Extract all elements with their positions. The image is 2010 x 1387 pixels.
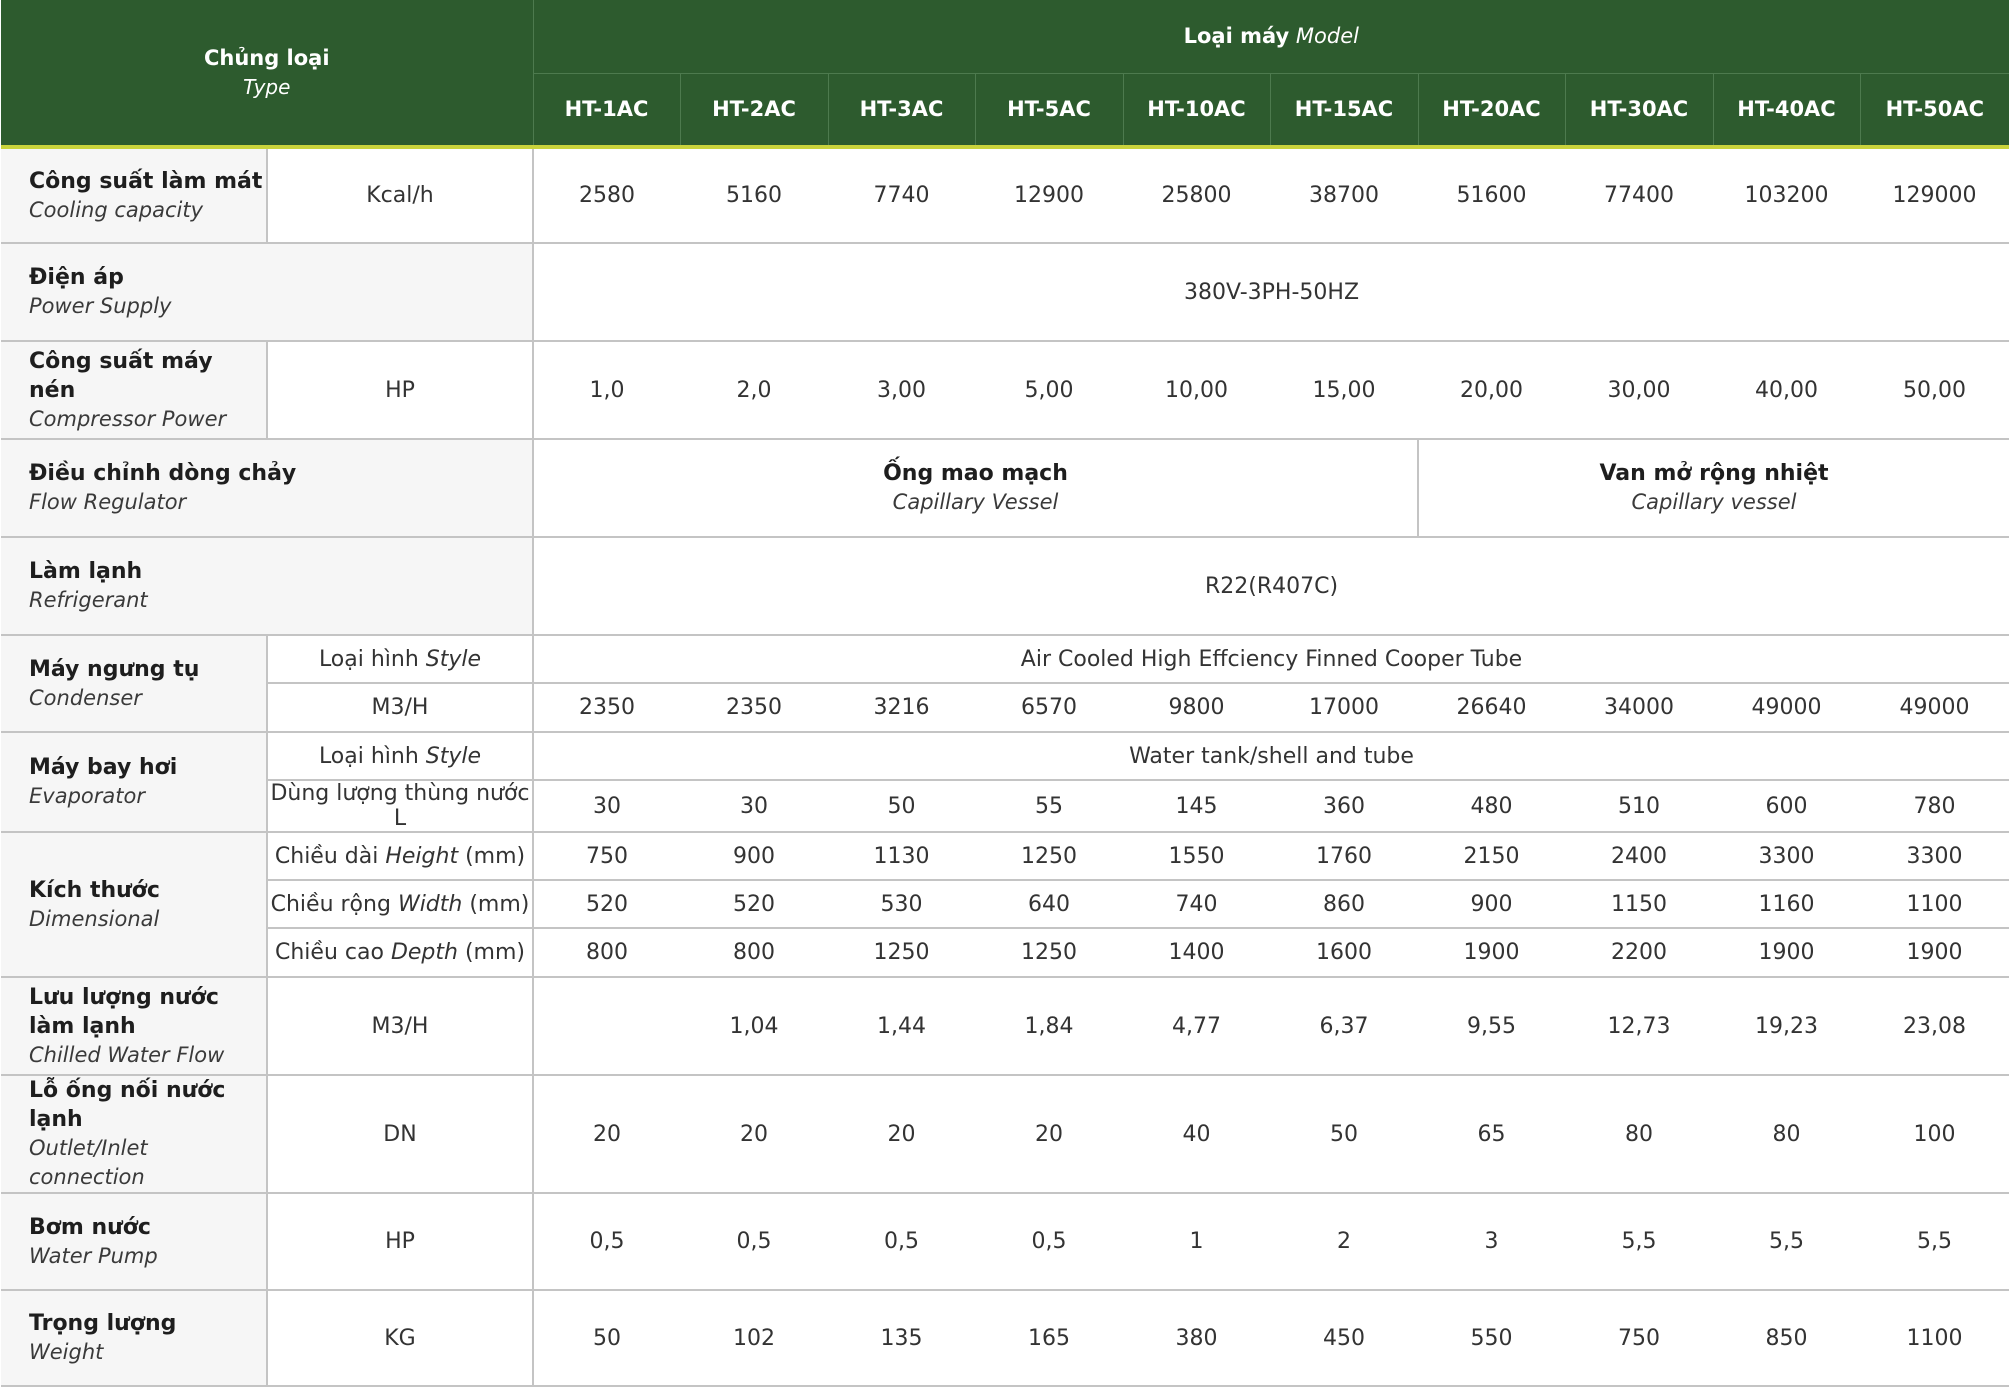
value-cell: 1130 — [828, 832, 975, 880]
value-cell: 550 — [1418, 1290, 1565, 1386]
label-vi: Máy ngưng tụ — [29, 656, 200, 682]
value-cell: 50,00 — [1860, 341, 2009, 439]
unit-cell: HP — [267, 1193, 533, 1290]
value-cell: 1600 — [1270, 928, 1418, 977]
value-cell: 640 — [975, 880, 1123, 928]
row-label — [1, 243, 533, 341]
unit-cell — [267, 732, 533, 780]
model-col-header: HT-30AC — [1565, 73, 1713, 145]
value-cell: 0,5 — [828, 1193, 975, 1290]
value-cell: 102 — [680, 1290, 828, 1386]
value-cell: 15,00 — [1270, 341, 1418, 439]
value-cell: 30,00 — [1565, 341, 1713, 439]
value-cell: 9,55 — [1418, 977, 1565, 1075]
value-cell: 129000 — [1860, 147, 2009, 243]
type-header-en: Type — [243, 74, 291, 99]
unit-cell: Kcal/h — [267, 147, 533, 243]
label-vi: Công suất làm mát — [29, 168, 263, 194]
spec-table — [1, 0, 2009, 145]
value-cell: 1250 — [828, 928, 975, 977]
value-cell: 1,84 — [975, 977, 1123, 1075]
model-col-header: HT-10AC — [1123, 73, 1270, 145]
flow-left-en: Capillary Vessel — [892, 490, 1059, 514]
value-cell: 12,73 — [1565, 977, 1713, 1075]
unit-vi: Loại hình — [318, 646, 419, 672]
row-flow-regulator — [1, 439, 2009, 537]
label-en: Power Supply — [29, 294, 172, 318]
value-cell: 34000 — [1565, 683, 1713, 732]
value-cell: 2350 — [680, 683, 828, 732]
label-vi: Bơm nước — [29, 1214, 151, 1240]
row-label — [1, 147, 267, 243]
unit-vi: Chiều cao — [275, 940, 384, 965]
value-cell-span: Air Cooled High Effciency Finned Cooper Tube — [533, 635, 2009, 683]
value-cell: 1900 — [1860, 928, 2009, 977]
row-cooling-capacity — [1, 147, 2009, 243]
model-header — [533, 0, 2009, 73]
row-power-supply — [1, 243, 2009, 341]
row-label — [1, 1193, 267, 1290]
value-cell: 1400 — [1123, 928, 1270, 977]
model-header-vi: Loại máy — [1183, 24, 1290, 49]
value-cell: 0,5 — [533, 1193, 680, 1290]
value-cell: 80 — [1565, 1075, 1713, 1193]
unit-en: Width — [397, 891, 463, 917]
value-cell: 5160 — [680, 147, 828, 243]
unit-en: Height — [385, 843, 459, 869]
value-cell: 10,00 — [1123, 341, 1270, 439]
model-col-header: HT-3AC — [828, 73, 975, 145]
value-cell: 20 — [533, 1075, 680, 1193]
value-cell: 3300 — [1713, 832, 1860, 880]
value-cell — [533, 977, 680, 1075]
row-label — [1, 977, 267, 1075]
label-en: Chilled Water Flow — [29, 1042, 225, 1067]
row-label — [1, 537, 533, 635]
value-cell: 3216 — [828, 683, 975, 732]
value-cell: 1,0 — [533, 341, 680, 439]
unit-cell — [267, 880, 533, 928]
row-weight — [1, 1290, 2009, 1386]
unit-mm: (mm) — [469, 891, 530, 917]
value-cell: 860 — [1270, 880, 1418, 928]
unit-en: Style — [425, 743, 482, 769]
unit-vi: Chiều dài — [274, 843, 379, 869]
value-cell: 2400 — [1565, 832, 1713, 880]
value-cell: 1900 — [1418, 928, 1565, 977]
value-cell: 7740 — [828, 147, 975, 243]
value-cell: 0,5 — [680, 1193, 828, 1290]
value-cell: 135 — [828, 1290, 975, 1386]
value-cell: 1250 — [975, 928, 1123, 977]
value-cell: 5,5 — [1713, 1193, 1860, 1290]
type-header-vi: Chủng loại — [203, 45, 330, 70]
value-cell: 20 — [680, 1075, 828, 1193]
label-en: Flow Regulator — [29, 490, 187, 514]
unit-cell — [267, 928, 533, 977]
value-cell: 380 — [1123, 1290, 1270, 1386]
row-label — [1, 439, 533, 537]
row-dimension-width — [1, 880, 2009, 928]
row-label — [1, 341, 267, 439]
value-cell: 50 — [828, 780, 975, 832]
model-col-header: HT-2AC — [680, 73, 828, 145]
label-en: Weight — [29, 1340, 104, 1364]
label-vi: Điện áp — [29, 265, 124, 290]
unit-cell: KG — [267, 1290, 533, 1386]
flow-left-vi: Ống mao mạch — [883, 461, 1068, 486]
label-en: Refrigerant — [29, 588, 148, 612]
value-cell: 2350 — [533, 683, 680, 732]
unit-cell: HP — [267, 341, 533, 439]
value-cell: 6570 — [975, 683, 1123, 732]
label-vi: Lưu lượng nước làm lạnh — [29, 984, 219, 1039]
value-cell: 19,23 — [1713, 977, 1860, 1075]
value-cell: 5,5 — [1565, 1193, 1713, 1290]
value-cell: 1100 — [1860, 1290, 2009, 1386]
row-dimension-height — [1, 832, 2009, 880]
unit-vi: Chiều rộng — [270, 891, 391, 917]
value-cell: 1160 — [1713, 880, 1860, 928]
value-cell: 0,5 — [975, 1193, 1123, 1290]
value-cell: 600 — [1713, 780, 1860, 832]
row-compressor-power — [1, 341, 2009, 439]
row-evaporator-style — [1, 732, 2009, 780]
label-en: Condenser — [29, 685, 142, 710]
value-cell: 17000 — [1270, 683, 1418, 732]
value-cell: 530 — [828, 880, 975, 928]
value-cell: 51600 — [1418, 147, 1565, 243]
header-row-top — [1, 0, 2009, 73]
row-connection — [1, 1075, 2009, 1193]
row-dimension-depth — [1, 928, 2009, 977]
value-cell: 30 — [533, 780, 680, 832]
label-vi: Máy bay hơi — [29, 755, 178, 780]
value-cell: 2,0 — [680, 341, 828, 439]
model-col-header: HT-5AC — [975, 73, 1123, 145]
value-cell: 38700 — [1270, 147, 1418, 243]
value-cell: 25800 — [1123, 147, 1270, 243]
value-cell: 510 — [1565, 780, 1713, 832]
value-cell-span: 380V-3PH-50HZ — [533, 243, 2009, 341]
value-cell: 780 — [1860, 780, 2009, 832]
value-cell: 5,00 — [975, 341, 1123, 439]
value-cell: 40 — [1123, 1075, 1270, 1193]
value-cell: 1,44 — [828, 977, 975, 1075]
value-cell: 750 — [533, 832, 680, 880]
row-condenser-flow — [1, 683, 2009, 732]
unit-cell — [267, 635, 533, 683]
unit-en: Depth — [390, 940, 458, 965]
label-en: Outlet/Inlet connection — [29, 1136, 148, 1189]
value-cell: 40,00 — [1713, 341, 1860, 439]
label-vi: Công suất máy nén — [29, 348, 213, 403]
value-cell-span: R22(R407C) — [533, 537, 2009, 635]
unit-cell: DN — [267, 1075, 533, 1193]
value-cell: 1 — [1123, 1193, 1270, 1290]
unit-cell: M3/H — [267, 977, 533, 1075]
unit-cell: M3/H — [267, 683, 533, 732]
value-cell: 1550 — [1123, 832, 1270, 880]
type-header — [1, 0, 533, 145]
model-col-header: HT-15AC — [1270, 73, 1418, 145]
unit-mm: (mm) — [464, 940, 525, 965]
value-cell: 65 — [1418, 1075, 1565, 1193]
value-cell: 20,00 — [1418, 341, 1565, 439]
label-en: Water Pump — [29, 1243, 158, 1268]
flow-right-vi: Van mở rộng nhiệt — [1599, 461, 1829, 486]
value-cell: 49000 — [1860, 683, 2009, 732]
value-cell: 360 — [1270, 780, 1418, 832]
unit-cell: Dùng lượng thùng nước L — [267, 780, 533, 832]
value-cell: 2580 — [533, 147, 680, 243]
row-chilled-water-flow — [1, 977, 2009, 1075]
value-cell: 23,08 — [1860, 977, 2009, 1075]
row-label — [1, 1290, 267, 1386]
value-cell: 1250 — [975, 832, 1123, 880]
value-cell: 800 — [680, 928, 828, 977]
value-cell: 850 — [1713, 1290, 1860, 1386]
unit-cell — [267, 832, 533, 880]
value-cell: 100 — [1860, 1075, 2009, 1193]
value-cell: 50 — [533, 1290, 680, 1386]
value-cell: 520 — [680, 880, 828, 928]
unit-en: Style — [425, 646, 482, 672]
value-cell: 1150 — [1565, 880, 1713, 928]
value-cell: 55 — [975, 780, 1123, 832]
value-cell: 30 — [680, 780, 828, 832]
value-cell: 2150 — [1418, 832, 1565, 880]
value-cell: 49000 — [1713, 683, 1860, 732]
row-condenser-style — [1, 635, 2009, 683]
value-cell: 1,04 — [680, 977, 828, 1075]
value-cell: 480 — [1418, 780, 1565, 832]
value-cell: 9800 — [1123, 683, 1270, 732]
expansion-valve-cell — [1418, 439, 2009, 537]
value-cell: 77400 — [1565, 147, 1713, 243]
label-en: Compressor Power — [29, 406, 227, 431]
model-col-header: HT-50AC — [1860, 73, 2009, 145]
value-cell: 145 — [1123, 780, 1270, 832]
row-label — [1, 832, 267, 977]
label-vi: Trọng lượng — [29, 1311, 177, 1336]
row-label — [1, 732, 267, 832]
row-water-pump — [1, 1193, 2009, 1290]
value-cell: 3 — [1418, 1193, 1565, 1290]
value-cell: 900 — [680, 832, 828, 880]
unit-vi: Loại hình — [318, 743, 419, 769]
value-cell: 750 — [1565, 1290, 1713, 1386]
value-cell: 20 — [975, 1075, 1123, 1193]
label-vi: Điều chỉnh dòng chảy — [29, 461, 297, 486]
label-vi: Lỗ ống nối nước lạnh — [29, 1078, 226, 1132]
label-en: Dimensional — [29, 906, 160, 931]
value-cell: 26640 — [1418, 683, 1565, 732]
spec-table-body — [1, 145, 2009, 1387]
value-cell: 740 — [1123, 880, 1270, 928]
value-cell: 4,77 — [1123, 977, 1270, 1075]
value-cell-span: Water tank/shell and tube — [533, 732, 2009, 780]
model-col-header: HT-20AC — [1418, 73, 1565, 145]
value-cell: 800 — [533, 928, 680, 977]
row-label — [1, 635, 267, 732]
value-cell: 2 — [1270, 1193, 1418, 1290]
value-cell: 1760 — [1270, 832, 1418, 880]
value-cell: 20 — [828, 1075, 975, 1193]
value-cell: 6,37 — [1270, 977, 1418, 1075]
value-cell: 50 — [1270, 1075, 1418, 1193]
value-cell: 5,5 — [1860, 1193, 2009, 1290]
model-col-header: HT-1AC — [533, 73, 680, 145]
value-cell: 80 — [1713, 1075, 1860, 1193]
value-cell: 2200 — [1565, 928, 1713, 977]
label-en: Cooling capacity — [29, 197, 203, 222]
value-cell: 12900 — [975, 147, 1123, 243]
label-vi: Kích thước — [29, 877, 160, 903]
row-evaporator-volume — [1, 780, 2009, 832]
label-vi: Làm lạnh — [29, 559, 143, 584]
value-cell: 103200 — [1713, 147, 1860, 243]
capillary-vessel-cell — [533, 439, 1418, 537]
flow-right-en: Capillary vessel — [1631, 490, 1797, 514]
unit-mm: (mm) — [465, 843, 526, 869]
value-cell: 520 — [533, 880, 680, 928]
value-cell: 3,00 — [828, 341, 975, 439]
value-cell: 900 — [1418, 880, 1565, 928]
value-cell: 450 — [1270, 1290, 1418, 1386]
value-cell: 1900 — [1713, 928, 1860, 977]
value-cell: 165 — [975, 1290, 1123, 1386]
value-cell: 1100 — [1860, 880, 2009, 928]
row-refrigerant — [1, 537, 2009, 635]
model-header-en: Model — [1295, 24, 1359, 49]
row-label — [1, 1075, 267, 1193]
model-col-header: HT-40AC — [1713, 73, 1860, 145]
value-cell: 3300 — [1860, 832, 2009, 880]
label-en: Evaporator — [29, 784, 145, 808]
